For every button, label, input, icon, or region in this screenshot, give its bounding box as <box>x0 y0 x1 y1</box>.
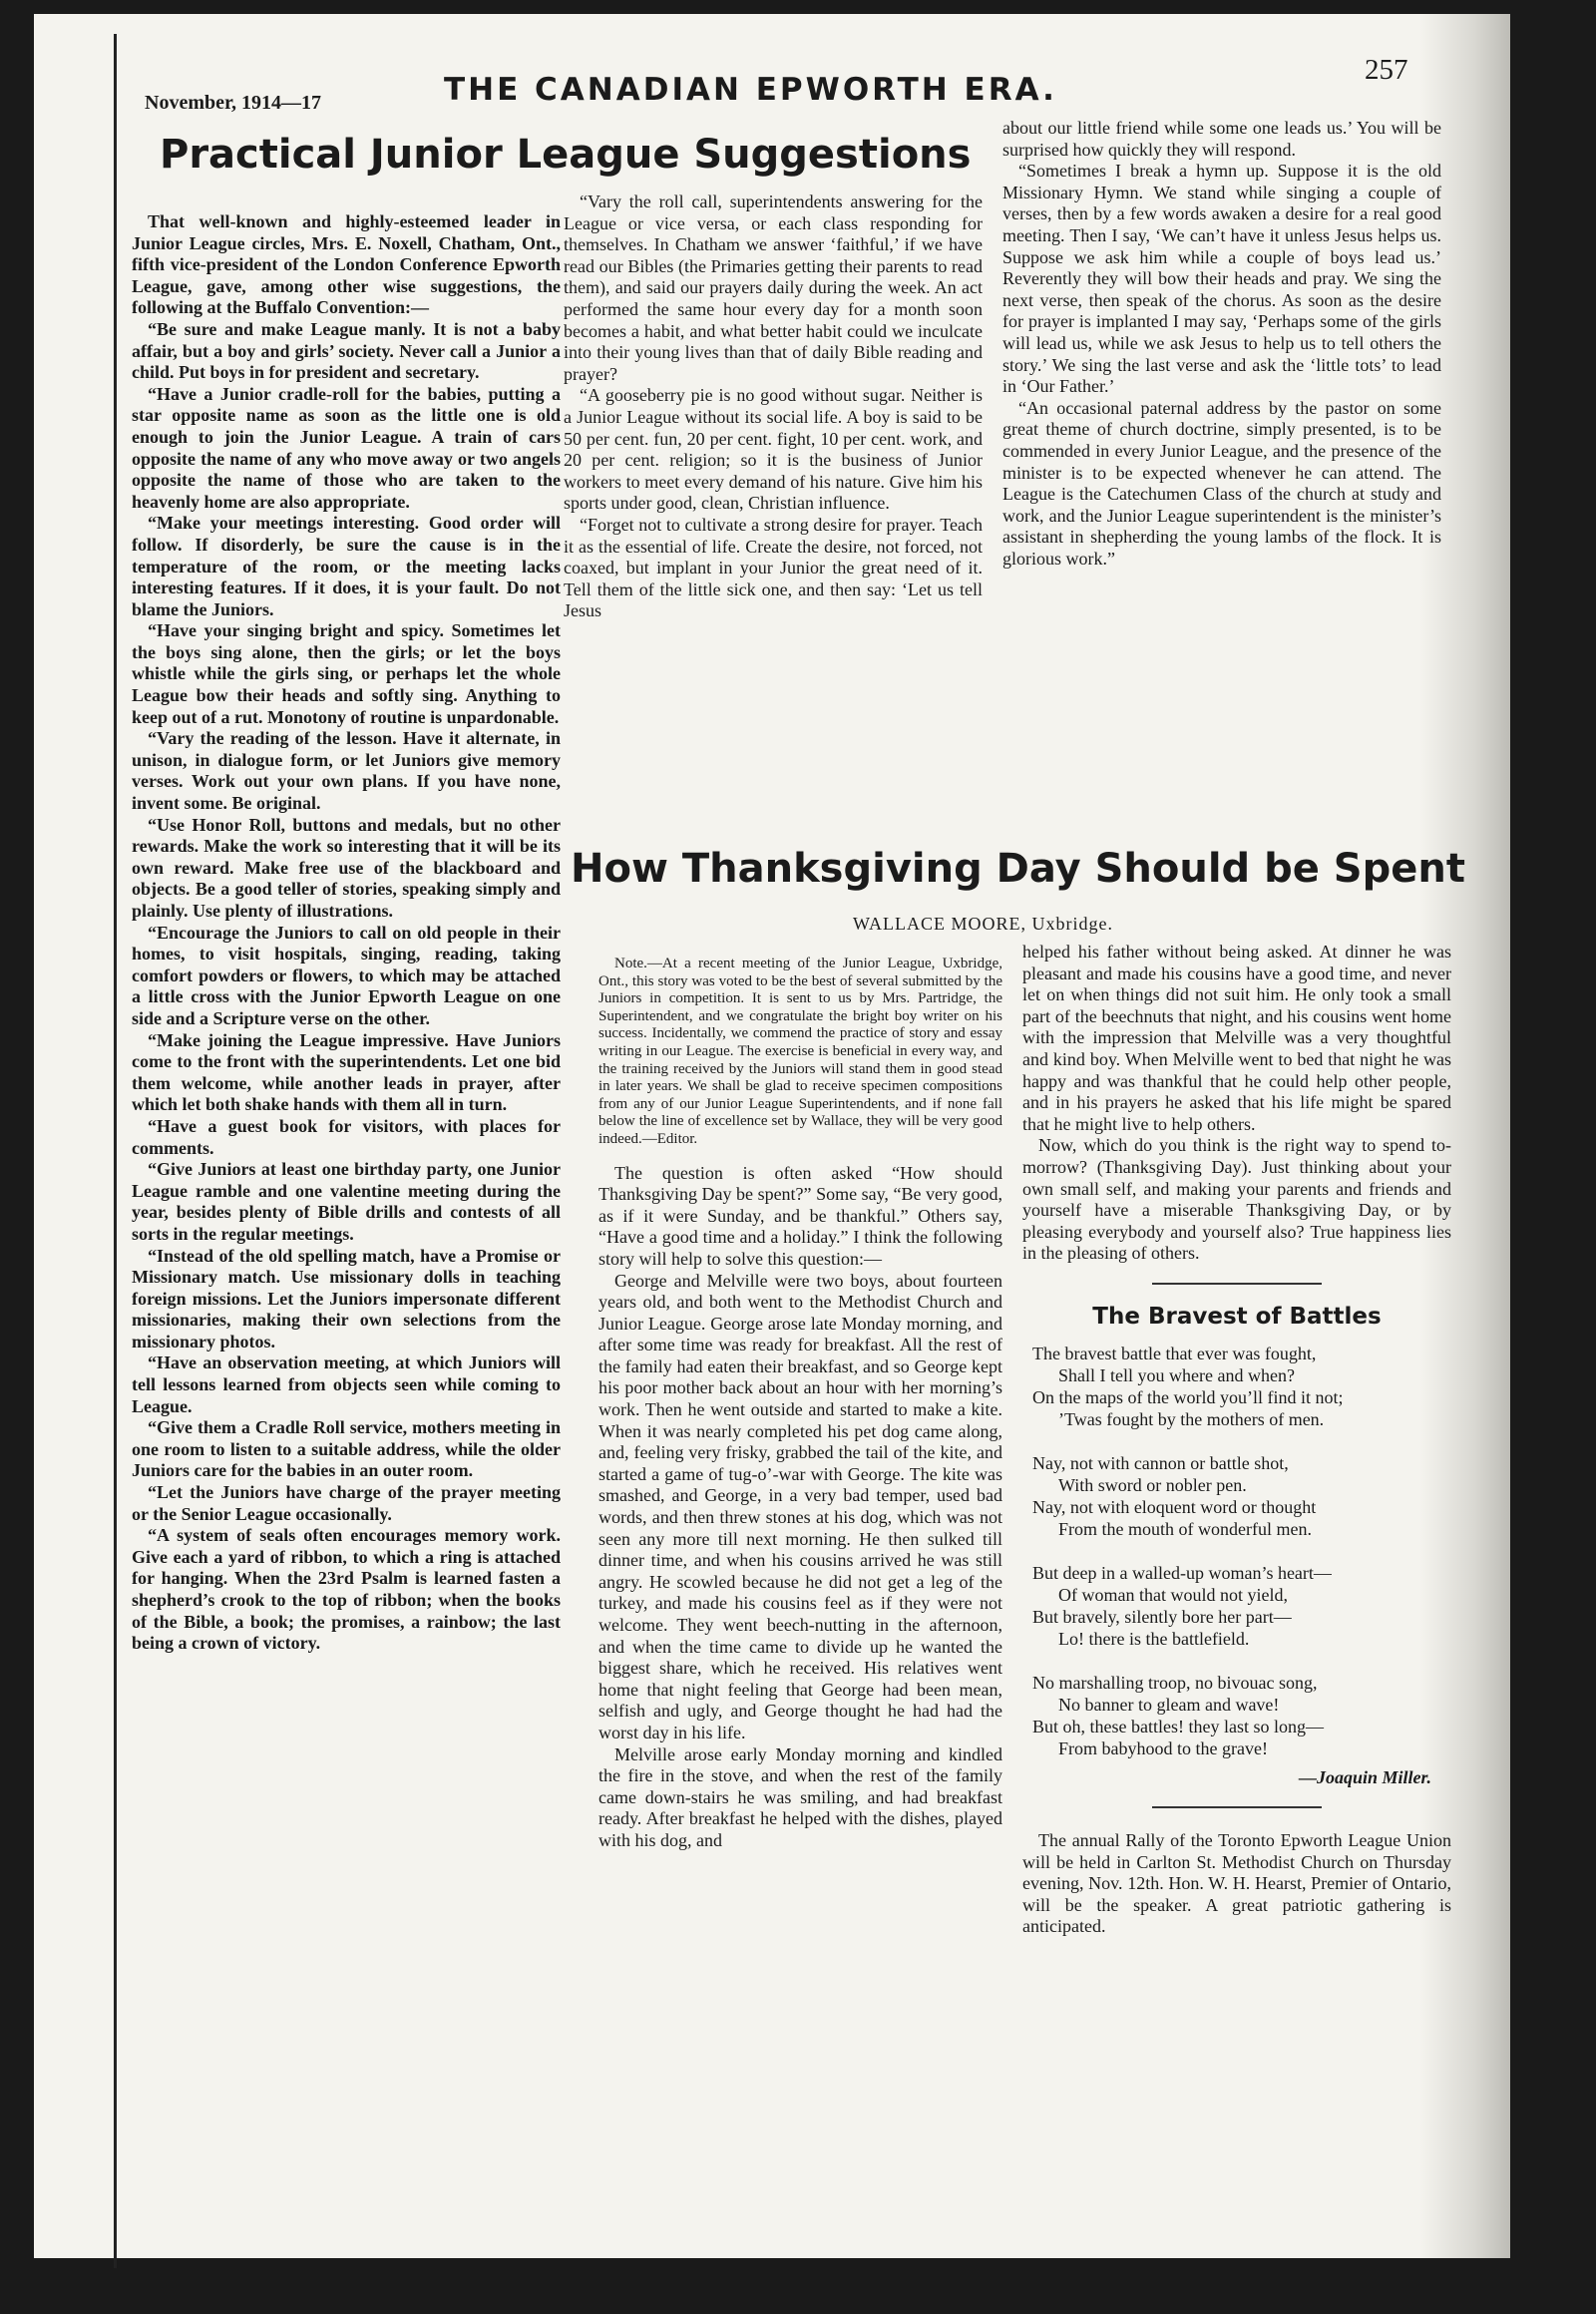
article1-paragraph: “Have your singing bright and spicy. Sometimes let the boys sing alone, then the girls; or let the boys whistle while the girls sing, or perhaps let the whole League bow their heads and softly sing. Anything to keep out of a rut. Monotony of routine is unpardonable. <box>132 620 561 727</box>
article2-column-2 <box>1022 942 1451 1938</box>
poem-line: ’Twas fought by the mothers of men. <box>1058 1408 1325 1429</box>
article1-paragraph: “Use Honor Roll, buttons and medals, but no other rewards. Make the work so interesting that it will be its own reward. Make free use of the blackboard and objects. Be a good teller of stories, speaking simply and plainly. Use plenty of illustrations. <box>132 814 561 921</box>
article1-paragraph: “Be sure and make League manly. It is not a baby affair, but a boy and girls’ society. Never call a Junior a child. Put boys in for president and secretary. <box>132 318 561 383</box>
article1-column-3 <box>1002 118 1441 570</box>
article1-paragraph: “Forget not to cultivate a strong desire for prayer. Teach it as the essential of life. Create the desire, not forced, not coaxed, but implant in your Junior the great need of it. Tell them of the little sick one, and then say: ‘Let us tell Jesus <box>564 514 983 621</box>
article2-column-1 <box>598 956 1002 1852</box>
poem-line: But deep in a walled-up woman’s heart— <box>1032 1562 1332 1583</box>
article2-paragraph: The question is often asked “How should Thanksgiving Day be spent?” Some say, “Be very good, as if it were Sunday, and be thankful.” Others say, “Have a good time and a holiday.” I think the following story will help to solve this question:— <box>598 1162 1002 1269</box>
issue-date: November, 1914—17 <box>145 92 322 114</box>
poem-stanza <box>1032 1452 1451 1540</box>
poem-line: With sword or nobler pen. <box>1058 1474 1247 1495</box>
article1-title: Practical Junior League Suggestions <box>160 132 972 178</box>
section-divider <box>1152 1283 1322 1285</box>
editor-note: Note.—At a recent meeting of the Junior League, Uxbridge, Ont., this story was voted to be the best of several submitted by the Juniors in competition. It is sent to us by Mrs. Partridge, the Superintendent, and we congratulate the bright boy writer on his success. Incidentally, we commend the practice of story and essay writing in our League. The exercise is beneficial in every way, and the training received by the Juniors will stand them in good stead in later years. We shall be glad to receive specimen compositions from any of our Junior League Superintendents, and if none fall below the line of excellence set by Wallace, they will be very good indeed.—Editor. <box>598 956 1002 1147</box>
poem-line: Nay, not with eloquent word or thought <box>1032 1496 1317 1517</box>
poem-line: Shall I tell you where and when? <box>1058 1364 1295 1385</box>
article2-paragraph: Melville arose early Monday morning and kindled the fire in the stove, and when the rest of the family came down-stairs he was smiling, and had breakfast ready. After breakfast he helped with the dishes, played with his dog, and <box>598 1743 1002 1850</box>
magazine-title: THE CANADIAN EPWORTH ERA. <box>444 72 1057 108</box>
poem-stanza <box>1032 1672 1451 1759</box>
poem-line: No banner to gleam and wave! <box>1058 1694 1280 1715</box>
article1-column-2 <box>564 192 983 622</box>
poem-line: But bravely, silently bore her part— <box>1032 1606 1292 1627</box>
poem-line: Lo! there is the battlefield. <box>1058 1628 1250 1649</box>
article2-byline: WALLACE MOORE, Uxbridge. <box>853 914 1113 934</box>
poem-author: —Joaquin Miller. <box>1298 1766 1431 1787</box>
article1-paragraph: about our little friend while some one leads us.’ You will be surprised how quickly they will respond. <box>1002 118 1441 160</box>
article1-paragraph: That well-known and highly-esteemed leader in Junior League circles, Mrs. E. Noxell, Chatham, Ont., fifth vice-president of the London Conference Epworth League, gave, among other wise suggestions, the following at the Buffalo Convention:— <box>132 211 561 318</box>
page-number: 257 <box>1365 54 1408 86</box>
article2-paragraph: helped his father without being asked. At dinner he was pleasant and made his cousins have a good time, and never let on when things did not suit him. He only took a small part of the beechnuts that night, and his cousins went home with the impression that Melville was a very thoughtful and kind boy. When Melville went to bed that night he was happy and was thankful that he could help other people, and in his prayers he asked that his life might be spared that he might live to help others. <box>1022 942 1451 1134</box>
article1-column-1 <box>132 211 561 1655</box>
article1-paragraph: “Make your meetings interesting. Good order will follow. If disorderly, be sure the cause is in the temperature of the room, or the meeting lacks interesting features. If it does, it is your fault. Do not blame the Juniors. <box>132 513 561 619</box>
poem-stanza <box>1032 1562 1451 1650</box>
poem-line: But oh, these battles! they last so long— <box>1032 1716 1324 1736</box>
article1-paragraph: “A system of seals often encourages memory work. Give each a yard of ribbon, to which a ring is attached for hanging. When the 23rd Psalm is learned fasten a shepherd’s crook to the top of ribbon; when the books of the Bible, a book; the promises, a rainbow; the last being a crown of victory. <box>132 1525 561 1654</box>
article1-paragraph: “Make joining the League impressive. Have Juniors come to the front with the superintendents. Let one bid them welcome, while another leads in prayer, after which let both shake hands with them all in turn. <box>132 1029 561 1115</box>
poem-line: Nay, not with cannon or battle shot, <box>1032 1452 1289 1473</box>
article1-paragraph: “Sometimes I break a hymn up. Suppose it is the old Missionary Hymn. We stand while singing a couple of verses, then by a few words awaken a desire for a real good meeting. Then I say, ‘We can’t have it unless Jesus helps us. Suppose we ask him while a couple of boys lead us.’ Reverently they will bow their heads and pray. We sing the next verse, then speak of the chorus. As soon as the desire for prayer is implanted I may say, ‘Perhaps some of the girls will lead us, while we ask Jesus to help us to tell others the story.’ We sing the last verse and ask the ‘little tots’ to lead in ‘Our Father.’ <box>1002 161 1441 397</box>
poem-line: No marshalling troop, no bivouac song, <box>1032 1672 1318 1693</box>
poem-title: The Bravest of Battles <box>1092 1303 1382 1330</box>
left-border-rule <box>114 34 117 2268</box>
article1-paragraph: “Let the Juniors have charge of the prayer meeting or the Senior League occasionally. <box>132 1482 561 1524</box>
article1-paragraph: “Vary the reading of the lesson. Have it alternate, in unison, in dialogue form, or let Juniors give memory verses. Work out your own plans. If you have none, invent some. Be original. <box>132 728 561 814</box>
article1-paragraph: “Have a Junior cradle-roll for the babies, putting a star opposite name as soon as the little one is old enough to join the Junior League. A train of cars opposite the name of any who move away or two angels opposite the name of those who are taken to the heavenly home are also appropriate. <box>132 383 561 512</box>
poem-line: From babyhood to the grave! <box>1058 1737 1268 1758</box>
article1-paragraph: “Instead of the old spelling match, have a Promise or Missionary match. Use missionary dolls in teaching foreign missions. Let the Juniors impersonate different missionaries, making their own selections from the missionary photos. <box>132 1245 561 1351</box>
article2-paragraph: Now, which do you think is the right way to spend to-morrow? (Thanksgiving Day). Just thinking about your own small self, and making your parents and friends and yourself have a miserable Thanksgiving Day, or by pleasing everybody and yourself also? True happiness lies in the pleasing of others. <box>1022 1135 1451 1264</box>
article2-title: How Thanksgiving Day Should be Spent <box>571 846 1465 892</box>
article1-paragraph: “Have an observation meeting, at which Juniors will tell lessons learned from objects seen while coming to League. <box>132 1352 561 1416</box>
poem-stanza <box>1032 1343 1451 1430</box>
poem-line: From the mouth of wonderful men. <box>1058 1518 1312 1539</box>
article1-paragraph: “Encourage the Juniors to call on old people in their homes, to visit hospitals, singing, reading, taking comfort powders or flowers, to which may be attached a little cross with the Junior Epworth League on one side and a Scripture verse on the other. <box>132 922 561 1028</box>
article1-paragraph: “A gooseberry pie is no good without sugar. Neither is a Junior League without its social life. A boy is said to be 50 per cent. fun, 20 per cent. fight, 10 per cent. work, and 20 per cent. religion; so it is the business of Junior workers to meet every demand of his nature. Give him his sports under good, clean, Christian influence. <box>564 385 983 514</box>
poem-line: On the maps of the world you’ll find it not; <box>1032 1386 1344 1407</box>
article2-paragraph: George and Melville were two boys, about fourteen years old, and both went to the Methodist Church and Junior League. George arose late Monday morning, and after some time was ready for breakfast. All the rest of the family had eaten their breakfast, and so George kept his poor mother back about an hour with her morning’s work. Then he went outside and started to make a kite. When it was nearly completed his pet dog came along, and, feeling very frisky, grabbed the tail of the kite, and started a game of tug-o’-war with George. The kite was smashed, and George, in a very bad temper, used bad words, and then threw stones at his dog, which was not seen any more till next morning. He then sulked till dinner time, and when his cousins arrived he was still angry. He scowled because he did not get a leg of the turkey, and made his cousins feel as if they were not welcome. They went beech-nutting in the afternoon, and when the time came to divide up he wanted the biggest share, which he received. His relatives went home that night feeling that George had been mean, selfish and ugly, and George thought he had had the worst day in his life. <box>598 1270 1002 1742</box>
poem-line: Of woman that would not yield, <box>1058 1584 1288 1605</box>
rally-notice-text: The annual Rally of the Toronto Epworth League Union will be held in Carlton St. Methodist Church on Thursday evening, Nov. 12th. Hon. W. H. Hearst, Premier of Ontario, will be the speaker. A great patriotic gathering is anticipated. <box>1022 1830 1451 1937</box>
article1-paragraph: “Give Juniors at least one birthday party, one Junior League ramble and one valentine meeting during the year, besides plenty of Bible drills and contests of all sorts in the regular meetings. <box>132 1159 561 1244</box>
article1-paragraph: “Give them a Cradle Roll service, mothers meeting in one room to listen to a suitable address, while the older Juniors care for the babies in an outer room. <box>132 1417 561 1481</box>
article1-paragraph: “Vary the roll call, superintendents answering for the League or vice versa, or each class responding for themselves. In Chatham we answer ‘faithful,’ if we have read our Bibles (the Primaries getting their parents to read them), and said our prayers daily during the week. An act performed the same hour every day for a month soon becomes a habit, and what better habit could we inculcate into their young lives than that of daily Bible reading and prayer? <box>564 192 983 384</box>
article1-paragraph: “Have a guest book for visitors, with places for comments. <box>132 1115 561 1158</box>
section-divider <box>1152 1806 1322 1808</box>
poem-line: The bravest battle that ever was fought, <box>1032 1343 1317 1363</box>
article1-paragraph: “An occasional paternal address by the pastor on some great theme of church doctrine, simply presented, is to be commended in every Junior League, and the presence of the minister is to be expected whenever he can attend. The League is the Catechumen Class of the church at study and work, and the Junior League superintendent is the minister’s assistant in shepherding the young lambs of the flock. It is glorious work.” <box>1002 397 1441 569</box>
rally-notice <box>1022 1830 1451 1938</box>
